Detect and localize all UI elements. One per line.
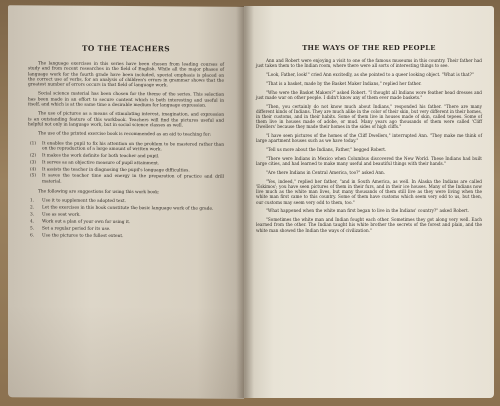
suggestion-number: 4. [30,219,35,225]
reason-text: It saves the teacher time and energy in the preparation of practice and drill material. [42,173,224,185]
reason-text: It enables the pupil to fix his attention on the problem to be mastered rather than on the reproduction of a large amount of written work. [42,140,224,153]
story-paragraph: "Then, you certainly do not know much about Indians," responded his father. "There are many different kinds of Indians. They are much alike in the color of their skin, but very different in their homes, in their customs, and in their habits. Some of them live in houses made of skin, called tepees. Some of them live in houses made of adobe, or mud. Many years ago thousands of them were called 'Cliff Dwellers' because they made their homes in the sides of high cliffs." [256,103,482,130]
suggestion-number: 6. [30,233,35,239]
intro-paragraph: The use of the printed exercise book is recommended as an aid to teaching for: [38,131,211,138]
intro-paragraph: Social science material has been chosen for the theme of the series. This selection has been made in an effort to secure content which is both interesting and useful in itself, and which is at the same time a desirable medium for language expression. [28,91,224,109]
reason-text: It serves as an objective measure of pupil attainment. [42,160,160,166]
intro-paragraph: The language exercises in this series have been chosen from leading courses of study and from recent researches in the field of English. While all the major phases of language work for the fourth grade have been included, special emphasis is placed on the correct use of verbs, for an analysis of children's errors in grammar shows that the greatest number of errors occurs in that field of language work. [28,61,224,89]
story-paragraph: "What happened when the white man first began to live in the Indians' country?" asked Robert. [266,208,470,214]
suggestion-text: Use as seat work. [42,212,81,218]
suggestions-list [28,199,224,240]
suggestion-item [28,219,224,226]
suggestion-item [28,226,224,233]
story-title: THE WAYS OF THE RED PEOPLE [302,44,436,52]
reason-item [28,153,224,160]
story-paragraph: "Who were the Basket Makers?" asked Robert. "I thought all Indians wore feather head dresses and just made war on other people. I didn't know any of them ever made baskets." [256,89,482,100]
page-shadow [8,305,244,399]
left-page-title: TO THE TEACHERS [81,43,171,54]
reason-number: (1) [30,140,37,146]
intro-paragraph: The use of pictures as a means of stimulating interest, imagination, and expression is an outstanding feature of this workbook. Teachers will find the pictures useful and helpful not only in language work, but in social science classes as well. [28,111,224,129]
reason-item [28,167,224,174]
story-paragraph: "Yes, indeed," replied her father, "and in South America, as well. In Alaska the Indians are called 'Eskimos'; you have seen pictures of them in their furs, and in their ice houses. Many of the Indians now live much as the white man lives, but many thousands of them still live as they were living when the white man first came to this country. Some of them have customs which seem very odd to us, but then, our customs may seem very odd to them, too." [256,178,482,205]
story-paragraph: "That is a basket, made by the Basket Maker Indians," replied her father. [266,80,422,86]
suggestion-text: Use it to supplement the adopted text. [42,198,126,205]
story-paragraph: "Tell us more about the Indians, Father," begged Robert. [266,147,387,153]
reason-text: It assists the teacher in diagnosing the pupil's language difficulties. [42,166,190,173]
suggestion-number: 5. [30,226,35,232]
suggestion-number: 2. [30,205,35,211]
suggestion-text: Use the pictures to the fullest extent. [42,233,124,239]
story-paragraph: "Sometimes the white man and Indian fought each other. Sometimes they got along very well. Each learned from the other. The Indian taught his white brother the secrets of the forest and plain, and the white man showed the Indian the ways of civilization." [256,217,482,233]
right-page-content [256,44,482,236]
reason-number: (4) [30,166,37,172]
story-paragraph: "Look, Father, look!" cried Ann excitedly, as she pointed to a queer looking object. "What is that?" [266,72,474,77]
left-page [8,5,244,399]
suggestion-text: Work out a plan of your own for using it. [42,219,131,226]
reason-number: (3) [30,159,37,166]
reason-number: (5) [30,173,37,179]
reason-item [28,160,224,167]
suggestion-text: Set a regular period for its use. [42,226,111,232]
open-workbook [8,6,494,402]
story-paragraph: "I have seen pictures of the homes of the Cliff Dwellers," interrupted Ann. "They make me think of large apartment houses such as we have today." [256,133,482,144]
suggestion-item [28,199,224,206]
story-paragraph: "Are there Indians in Central America, too?" asked Ann. [266,170,386,175]
suggestion-item [28,233,224,240]
book-spine-gutter [236,6,254,398]
reason-number: (2) [30,153,37,159]
story-paragraph: "There were Indians in Mexico when Columbus discovered the New World. These Indians had built large cities, and had learned to make many useful and beautiful things with their hands." [256,156,482,167]
suggestion-item [28,206,224,213]
suggestions-intro: The following are suggestions for using this work book: [38,189,160,196]
reasons-list [28,141,224,186]
suggestion-item [28,212,224,219]
right-page [244,6,494,398]
reason-text: It makes the work definite for both teacher and pupil. [42,153,160,159]
reason-item [28,141,224,153]
reason-item [28,174,224,186]
suggestion-text: Let the exercises in this book constitute the basic language work of the grade. [42,205,214,212]
left-page-content [28,43,224,244]
suggestion-number: 1. [30,198,35,204]
story-paragraph: Ann and Robert were enjoying a visit to one of the famous museums in this country. Their father had just taken them to the Indian room, where there were all sorts of interesting things to see. [256,58,482,69]
suggestion-number: 3. [30,212,35,218]
